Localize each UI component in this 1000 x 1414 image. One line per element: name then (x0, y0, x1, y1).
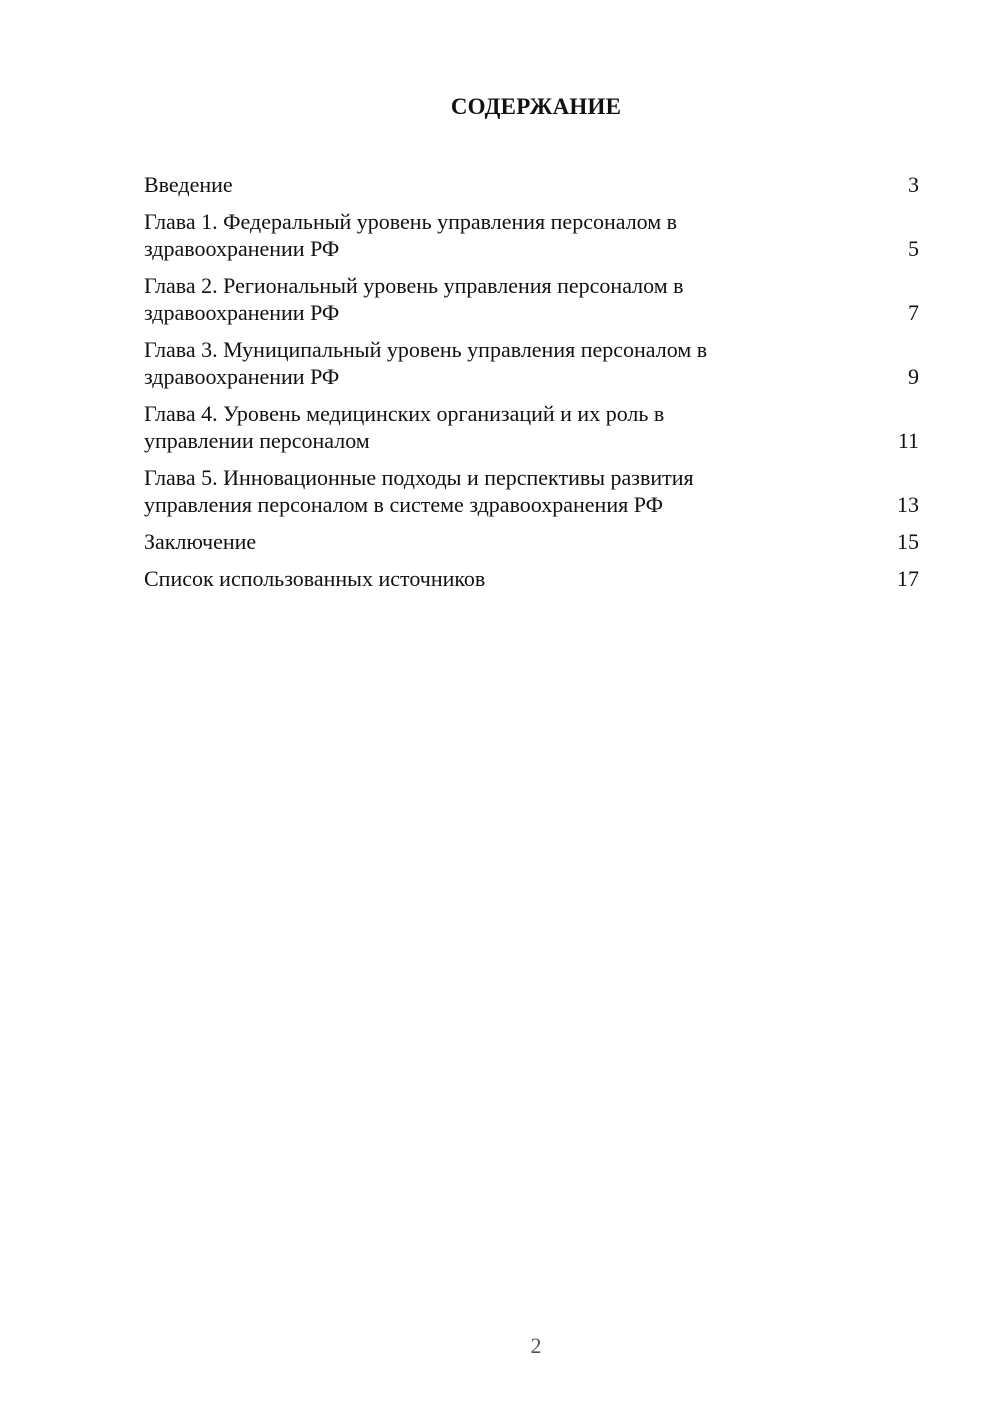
toc-entry-chapter-2 (144, 272, 919, 326)
toc-entry-page: 7 (908, 300, 919, 325)
toc-entry-title (144, 272, 908, 326)
toc-entry-title (144, 565, 897, 592)
toc-entry-title (144, 464, 897, 518)
toc-entry-line: Глава 3. Муниципальный уровень управления персоналом в (144, 337, 708, 362)
toc-entry-references (144, 565, 919, 592)
toc-entry-page: 5 (908, 236, 919, 261)
toc-entry-line: Глава 2. Региональный уровень управления персоналом в (144, 273, 684, 298)
toc-entry-conclusion (144, 528, 919, 555)
toc-entry-chapter-1 (144, 208, 919, 262)
toc-entry-line: здравоохранении РФ (144, 236, 340, 261)
toc-entry-title (144, 171, 908, 198)
toc-entry-line: здравоохранении РФ (144, 300, 340, 325)
table-of-contents (144, 171, 919, 602)
toc-entry-line: Глава 1. Федеральный уровень управления персоналом в (144, 209, 678, 234)
toc-entry-page: 3 (908, 172, 919, 197)
toc-entry-introduction (144, 171, 919, 198)
toc-entry-page: 11 (897, 428, 919, 453)
toc-entry-chapter-4 (144, 400, 919, 454)
toc-entry-line: управления персоналом в системе здравоохранения РФ (144, 492, 663, 517)
toc-entry-line: здравоохранении РФ (144, 364, 340, 389)
toc-entry-page: 15 (897, 529, 919, 554)
page-title: СОДЕРЖАНИЕ (450, 94, 622, 119)
toc-entry-title (144, 400, 898, 454)
toc-entry-line: управлении персоналом (144, 428, 370, 453)
toc-entry-chapter-3 (144, 336, 919, 390)
toc-entry-line: Заключение (144, 529, 257, 554)
toc-entry-line: Введение (144, 172, 233, 197)
page-number: 2 (530, 1333, 542, 1358)
toc-entry-title (144, 208, 908, 262)
toc-entry-page: 9 (908, 364, 919, 389)
toc-entry-page: 13 (897, 492, 919, 517)
toc-entry-title (144, 336, 908, 390)
toc-entry-chapter-5 (144, 464, 919, 518)
toc-entry-line: Глава 5. Инновационные подходы и перспективы развития (144, 465, 694, 490)
toc-entry-line: Список использованных источников (144, 566, 486, 591)
toc-entry-page: 17 (897, 566, 919, 591)
toc-entry-title (144, 528, 897, 555)
toc-entry-line: Глава 4. Уровень медицинских организаций и их роль в (144, 401, 665, 426)
